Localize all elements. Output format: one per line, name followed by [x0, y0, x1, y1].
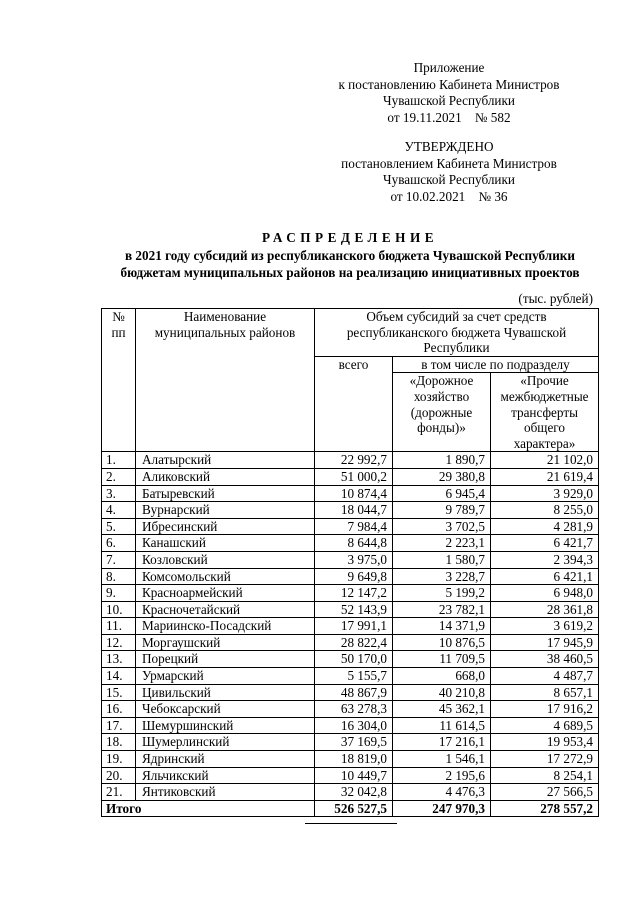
row-other: 27 566,5: [491, 784, 599, 801]
approved-line: постановлением Кабинета Министров: [341, 155, 557, 171]
row-other: 6 421,1: [491, 568, 599, 585]
row-district-name: Шемуршинский: [136, 717, 315, 734]
row-number: 4.: [102, 502, 136, 519]
table-row: [102, 784, 599, 801]
row-number: 10.: [102, 601, 136, 618]
row-other: 17 916,2: [491, 701, 599, 718]
row-roads: 1 546,1: [393, 751, 491, 768]
row-other: 2 394,3: [491, 551, 599, 568]
row-total: 22 992,7: [315, 452, 393, 469]
row-district-name: Козловский: [136, 551, 315, 568]
row-number: 17.: [102, 717, 136, 734]
row-district-name: Вурнарский: [136, 502, 315, 519]
row-roads: 1 890,7: [393, 452, 491, 469]
row-number: 15.: [102, 684, 136, 701]
row-number: 19.: [102, 751, 136, 768]
row-other: 21 102,0: [491, 452, 599, 469]
row-roads: 3 702,5: [393, 518, 491, 535]
table-row: [102, 651, 599, 668]
row-other: 4 487,7: [491, 668, 599, 685]
row-number: 20.: [102, 767, 136, 784]
row-district-name: Шумерлинский: [136, 734, 315, 751]
table-row: [102, 684, 599, 701]
row-number: 13.: [102, 651, 136, 668]
row-district-name: Красночетайский: [136, 601, 315, 618]
row-number: 16.: [102, 701, 136, 718]
appendix-line: Приложение: [413, 60, 485, 75]
row-other: 21 619,4: [491, 468, 599, 485]
table-row: [102, 668, 599, 685]
row-number: 6.: [102, 535, 136, 552]
totals-roads: 247 970,3: [393, 800, 491, 817]
row-total: 12 147,2: [315, 585, 393, 602]
row-total: 8 644,8: [315, 535, 393, 552]
row-roads: 11 614,5: [393, 717, 491, 734]
table-row: [102, 618, 599, 635]
totals-label: Итого: [102, 800, 315, 817]
row-total: 9 649,8: [315, 568, 393, 585]
row-total: 17 991,1: [315, 618, 393, 635]
row-total: 37 169,5: [315, 734, 393, 751]
row-number: 2.: [102, 468, 136, 485]
row-total: 51 000,2: [315, 468, 393, 485]
row-district-name: Мариинско-Посадский: [136, 618, 315, 635]
row-number: 18.: [102, 734, 136, 751]
row-total: 50 170,0: [315, 651, 393, 668]
row-district-name: Чебоксарский: [136, 701, 315, 718]
row-roads: 4 476,3: [393, 784, 491, 801]
row-total: 18 819,0: [315, 751, 393, 768]
row-other: 6 421,7: [491, 535, 599, 552]
table-row: [102, 767, 599, 784]
row-other: 17 945,9: [491, 634, 599, 651]
table-row: [102, 535, 599, 552]
col-header-total: всего: [315, 356, 393, 452]
table-row: [102, 585, 599, 602]
row-total: 28 822,4: [315, 634, 393, 651]
row-roads: 23 782,1: [393, 601, 491, 618]
row-district-name: Янтиковский: [136, 784, 315, 801]
row-roads: 17 216,1: [393, 734, 491, 751]
appendix-block: [304, 60, 594, 126]
table-row: [102, 634, 599, 651]
row-roads: 9 789,7: [393, 502, 491, 519]
title-heading: РАСПРЕДЕЛЕНИЕ: [262, 230, 438, 245]
table-row: [102, 502, 599, 519]
row-district-name: Ибресинский: [136, 518, 315, 535]
row-district-name: Батыревский: [136, 485, 315, 502]
row-district-name: Комсомольский: [136, 568, 315, 585]
table-row: [102, 601, 599, 618]
table-row: [102, 734, 599, 751]
row-number: 12.: [102, 634, 136, 651]
row-number: 5.: [102, 518, 136, 535]
row-other: 8 254,1: [491, 767, 599, 784]
totals-row: [102, 800, 599, 817]
totals-other: 278 557,2: [491, 800, 599, 817]
table-row: [102, 751, 599, 768]
col-header-roads: «Дорожное хозяйство (дорожные фонды)»: [393, 373, 491, 452]
separator-line: [305, 823, 397, 824]
row-roads: 2 195,6: [393, 767, 491, 784]
row-roads: 1 580,7: [393, 551, 491, 568]
row-other: 17 272,9: [491, 751, 599, 768]
row-roads: 45 362,1: [393, 701, 491, 718]
row-total: 3 975,0: [315, 551, 393, 568]
row-roads: 3 228,7: [393, 568, 491, 585]
document-title: [100, 229, 600, 282]
row-other: 3 929,0: [491, 485, 599, 502]
row-number: 3.: [102, 485, 136, 502]
col-header-name: Наименование муниципальных районов: [136, 309, 315, 452]
row-number: 7.: [102, 551, 136, 568]
row-total: 16 304,0: [315, 717, 393, 734]
row-roads: 40 210,8: [393, 684, 491, 701]
appendix-line: Чувашской Республики: [383, 93, 515, 108]
row-total: 7 984,4: [315, 518, 393, 535]
table-row: [102, 701, 599, 718]
row-other: 3 619,2: [491, 618, 599, 635]
row-roads: 11 709,5: [393, 651, 491, 668]
row-roads: 29 380,8: [393, 468, 491, 485]
appendix-line: к постановлению Кабинета Министров: [338, 76, 560, 92]
approved-line: Чувашской Республики: [383, 172, 515, 187]
row-number: 21.: [102, 784, 136, 801]
row-district-name: Канашский: [136, 535, 315, 552]
col-header-volume: Объем субсидий за счет средств республиканского бюджета Чувашской Республики: [315, 309, 599, 357]
row-total: 10 449,7: [315, 767, 393, 784]
col-header-other: «Прочие межбюджетные трансферты общего характера»: [491, 373, 599, 452]
row-total: 52 143,9: [315, 601, 393, 618]
row-number: 11.: [102, 618, 136, 635]
row-other: 8 657,1: [491, 684, 599, 701]
col-header-num: № пп: [102, 309, 136, 452]
table-row: [102, 551, 599, 568]
table-row: [102, 468, 599, 485]
row-total: 10 874,4: [315, 485, 393, 502]
row-other: 8 255,0: [491, 502, 599, 519]
row-roads: 14 371,9: [393, 618, 491, 635]
row-other: 6 948,0: [491, 585, 599, 602]
appendix-date: от 19.11.2021 № 582: [387, 109, 511, 125]
row-number: 8.: [102, 568, 136, 585]
row-roads: 5 199,2: [393, 585, 491, 602]
row-district-name: Алатырский: [136, 452, 315, 469]
row-other: 4 281,9: [491, 518, 599, 535]
row-number: 9.: [102, 585, 136, 602]
row-district-name: Аликовский: [136, 468, 315, 485]
approved-block: [304, 139, 594, 205]
row-other: 28 361,8: [491, 601, 599, 618]
subsidy-table: [101, 308, 599, 817]
row-roads: 668,0: [393, 668, 491, 685]
table-row: [102, 485, 599, 502]
row-total: 48 867,9: [315, 684, 393, 701]
table-row: [102, 568, 599, 585]
row-number: 1.: [102, 452, 136, 469]
table-body: [102, 452, 599, 817]
row-other: 4 689,5: [491, 717, 599, 734]
row-total: 32 042,8: [315, 784, 393, 801]
row-district-name: Моргаушский: [136, 634, 315, 651]
row-district-name: Порецкий: [136, 651, 315, 668]
row-district-name: Ядринский: [136, 751, 315, 768]
row-other: 38 460,5: [491, 651, 599, 668]
row-district-name: Урмарский: [136, 668, 315, 685]
col-header-including: в том числе по подразделу: [393, 356, 599, 373]
row-number: 14.: [102, 668, 136, 685]
row-other: 19 953,4: [491, 734, 599, 751]
approved-date: от 10.02.2021 № 36: [390, 188, 508, 204]
row-total: 63 278,3: [315, 701, 393, 718]
table-row: [102, 717, 599, 734]
table-row: [102, 518, 599, 535]
row-roads: 6 945,4: [393, 485, 491, 502]
title-line: в 2021 году субсидий из республиканского бюджета Чувашской Республики: [125, 247, 575, 263]
row-district-name: Яльчикский: [136, 767, 315, 784]
row-roads: 2 223,1: [393, 535, 491, 552]
row-total: 18 044,7: [315, 502, 393, 519]
totals-total: 526 527,5: [315, 800, 393, 817]
row-total: 5 155,7: [315, 668, 393, 685]
row-district-name: Красноармейский: [136, 585, 315, 602]
title-line: бюджетам муниципальных районов на реализацию инициативных проектов: [120, 265, 580, 280]
row-district-name: Цивильский: [136, 684, 315, 701]
table-row: [102, 452, 599, 469]
row-roads: 10 876,5: [393, 634, 491, 651]
units-label: (тыс. рублей): [518, 291, 593, 306]
approved-line: УТВЕРЖДЕНО: [404, 139, 494, 154]
